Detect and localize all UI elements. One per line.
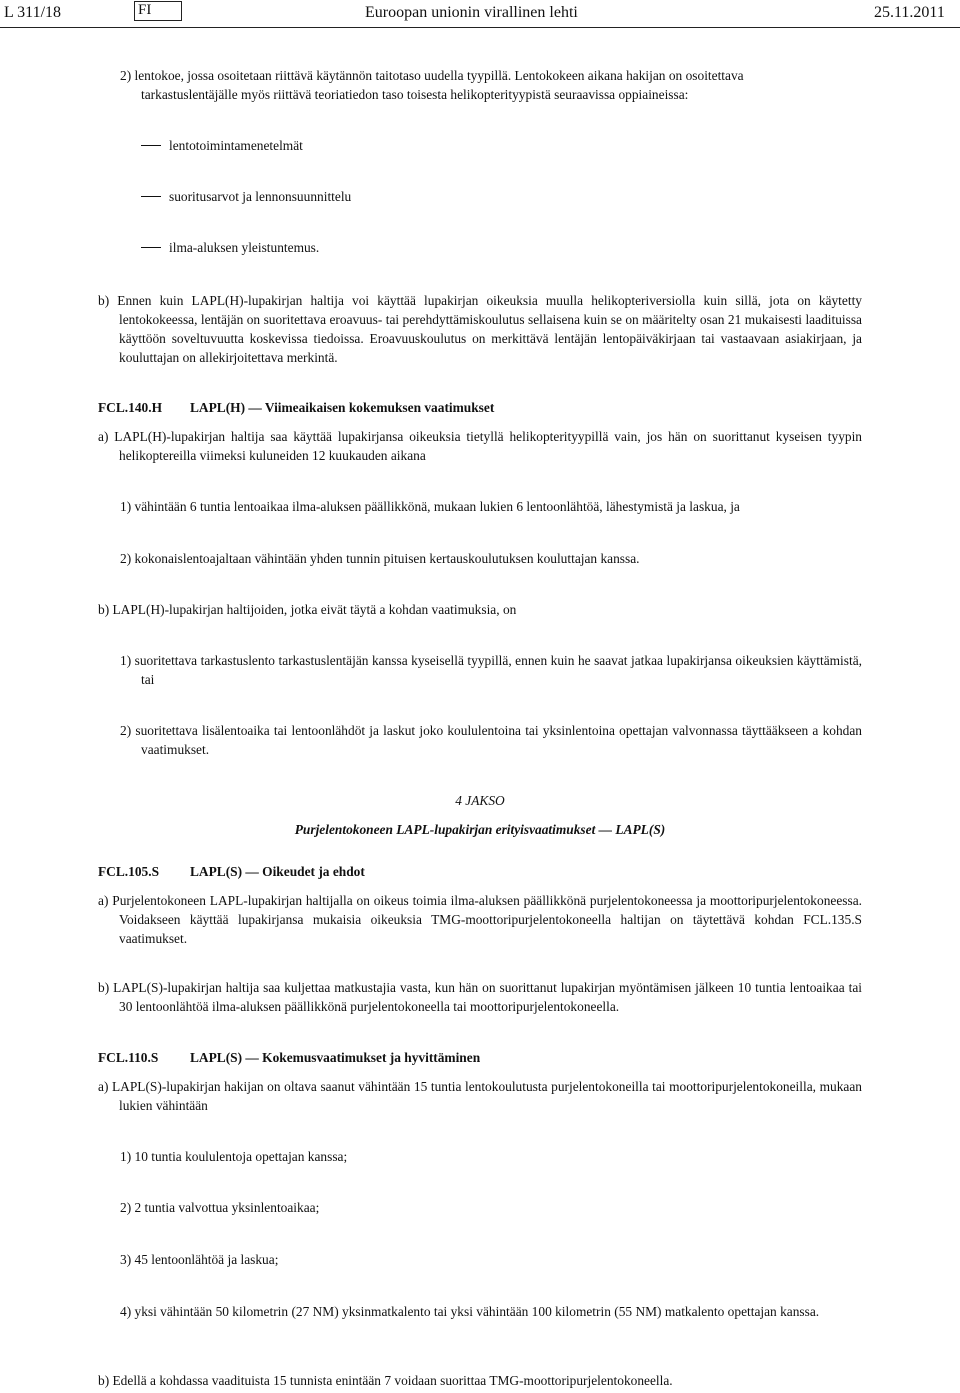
- fcl140-a1: 1) vähintään 6 tuntia lentoaikaa ilma-aluksen päällikkönä, mukaan lukien 6 lentoonlähtöä, lähestymistä ja laskua, ja: [120, 499, 740, 514]
- fcl110-a1: 1) 10 tuntia koululentoja opettajan kanssa;: [120, 1149, 348, 1164]
- fcl140-b2: 2) suoritettava lisälentoaika tai lentoonlähdöt ja laskut joko koululentoina tai yksinlentoina opettajan valvonnassa täyttääkseen a kohdan vaatimukset.: [120, 723, 862, 757]
- fcl110-b: b) Edellä a kohdassa vaadituista 15 tunnista enintään 7 voidaan suorittaa TMG-moottoripurjelentokoneella.: [98, 1373, 673, 1388]
- fcl110-a: a) LAPL(S)-lupakirjan hakijan on oltava saanut vähintään 15 tuntia lentokoulutusta purjelentokoneilla tai moottoripurjelentokoneilla, mukaan lukien vähintään: [98, 1079, 862, 1113]
- fcl105-b: b) LAPL(S)-lupakirjan haltija saa kuljettaa matkustajia vasta, kun hän on suorittanut lupakirjan myöntämisen jälkeen 10 tuntia lentoaikaa tai 30 lentoonlähtöä ilma-aluksen päällikkönä purjelentokoneella tai moottoripurjelentokoneella.: [98, 980, 862, 1014]
- header-rule: [0, 27, 960, 28]
- section-number: 4 JAKSO: [455, 793, 505, 808]
- article-heading: LAPL(S) — Kokemusvaatimukset ja hyvittäminen: [190, 1050, 481, 1065]
- journal-title: Euroopan unionin virallinen lehti: [365, 4, 578, 21]
- fcl140-b1: 1) suoritettava tarkastuslento tarkastuslentäjän kanssa kyseisellä tyypillä, ennen kuin he saavat jatkaa lupakirjansa oikeuksien käyttämistä, tai: [120, 653, 862, 687]
- bullet-item: [141, 238, 319, 257]
- article-code: FCL.110.S: [98, 1050, 159, 1065]
- bullet-text: suoritusarvot ja lennonsuunnittelu: [169, 189, 352, 204]
- page-number: L 311/18: [4, 4, 62, 21]
- dash-icon: [141, 196, 161, 197]
- fcl110-a2: 2) 2 tuntia valvottua yksinlentoaikaa;: [120, 1200, 320, 1215]
- intro-item2-line1: 2) lentokoe, jossa osoitetaan riittävä käytännön taitotaso uudella tyypillä. Lentokokeen aikana hakijan on osoitettava: [120, 68, 744, 83]
- section-title: Purjelentokoneen LAPL-lupakirjan erityisvaatimukset — LAPL(S): [294, 822, 666, 837]
- bullet-item: [141, 187, 351, 206]
- fcl110-a3: 3) 45 lentoonlähtöä ja laskua;: [120, 1252, 279, 1267]
- fcl105-a: a) Purjelentokoneen LAPL-lupakirjan haltijalla on oikeus toimia ilma-aluksen päällikkönä purjelentokoneessa ja moottoripurjelentokoneessa. Voidakseen käyttää lupakirjansa mukaisia oikeuksia TMG-moottoripurjelentokoneella haltijan on täytettävä kohdan FCL.135.S vaatimukset.: [98, 893, 862, 946]
- fcl140-a2: 2) kokonaislentoajaltaan vähintään yhden tunnin pituisen kertauskoulutuksen kouluttajan kanssa.: [120, 551, 640, 566]
- bullet-item: [141, 136, 303, 155]
- publication-date: 25.11.2011: [874, 4, 945, 21]
- article-code: FCL.105.S: [98, 864, 160, 879]
- intro-item2-line2: tarkastuslentäjälle myös riittävä teoriatiedon taso toisesta helikopterityypistä seuraavissa oppiaineissa:: [141, 87, 689, 102]
- article-heading: LAPL(S) — Oikeudet ja ehdot: [190, 864, 365, 879]
- fcl140-a: a) LAPL(H)-lupakirjan haltija saa käyttää lupakirjansa oikeuksia tietyllä helikopterityypillä vain, jos hän on suorittanut kyseisen tyypin helikoptereilla viimeksi kuluneiden 12 kuukauden aikana: [98, 429, 862, 463]
- language-box: FI: [134, 1, 182, 21]
- article-heading: LAPL(H) — Viimeaikaisen kokemuksen vaatimukset: [190, 400, 495, 415]
- bullet-text: ilma-aluksen yleistuntemus.: [169, 240, 320, 255]
- dash-icon: [141, 247, 161, 248]
- fcl140-b: b) LAPL(H)-lupakirjan haltijoiden, jotka eivät täytä a kohdan vaatimuksia, on: [98, 602, 517, 617]
- article-code: FCL.140.H: [98, 400, 162, 415]
- fcl110-a4: 4) yksi vähintään 50 kilometrin (27 NM) yksinmatkalento tai yksi vähintään 100 kilometrin (55 NM) matkalento opettajan kanssa.: [120, 1304, 820, 1319]
- dash-icon: [141, 145, 161, 146]
- paragraph-b-intro: b) Ennen kuin LAPL(H)-lupakirjan haltija voi käyttää lupakirjan oikeuksia muulla helikopteriversiolla kuin sillä, jota on käytetty lentokokeessa, lentäjän on suoritettava eroavuus- tai perehdyttämiskoulutus sellaisena kuin se on määritelty osan 21 mukaisesti laadituissa käyttöön soveltuvuutta koskevissa tiedoissa. Eroavuuskoulutus on merkittävä lentäjän lentopäiväkirjaan tai vastaavaan asiakirjaan, ja kouluttajan on allekirjoitettava merkintä.: [98, 293, 862, 365]
- bullet-text: lentotoimintamenetelmät: [169, 138, 303, 153]
